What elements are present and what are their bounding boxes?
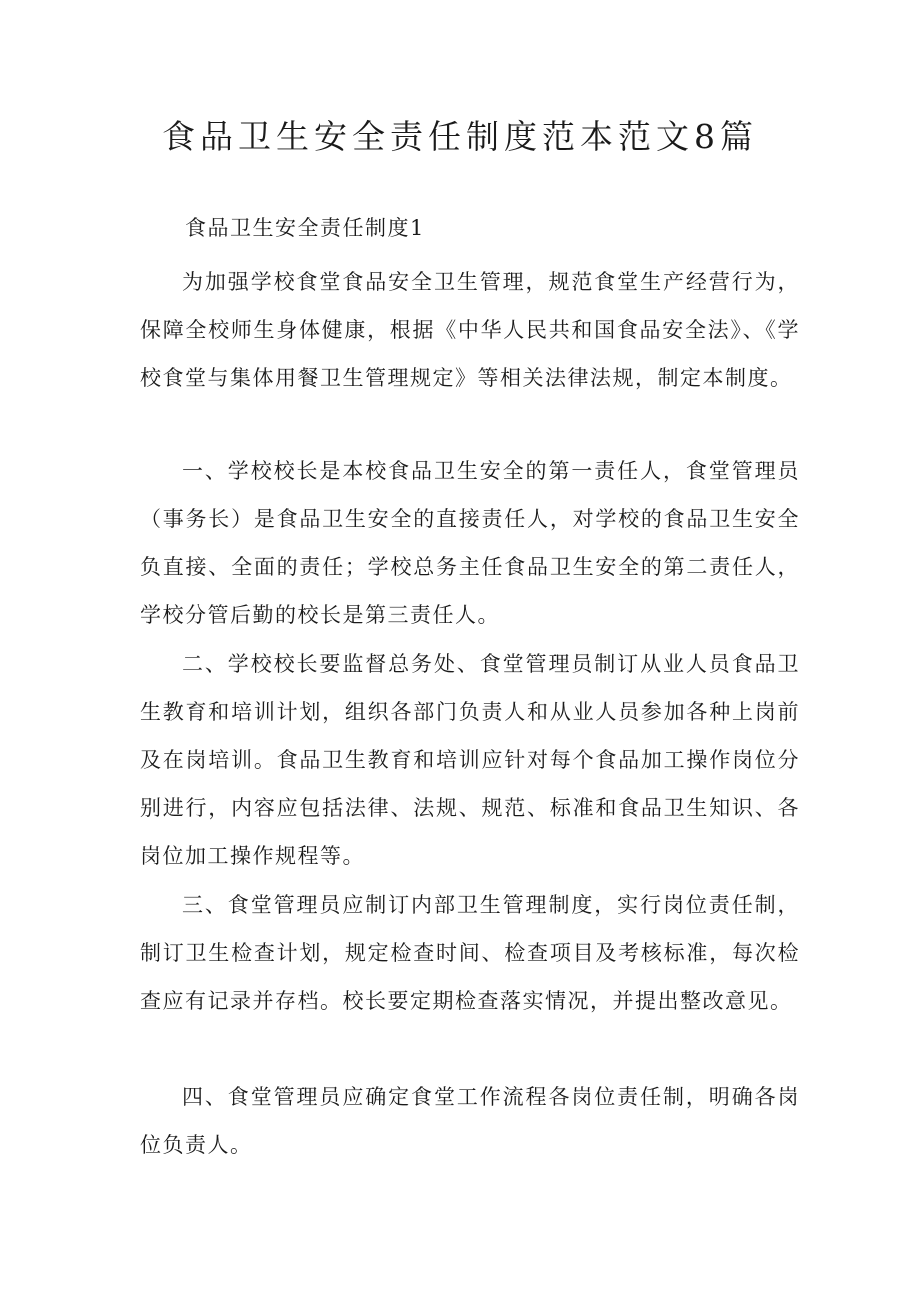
document-title: 食品卫生安全责任制度范本范文8篇 — [162, 117, 758, 156]
paragraph-item-3: 三、食堂管理员应制订内部卫生管理制度，实行岗位责任制，制订卫生检查计划，规定检查时间、检查项目及考核标准，每次检查应有记录并存档。校长要定期检查落实情况，并提出整改意见。 — [140, 893, 800, 1013]
paragraph-item-1: 一、学校校长是本校食品卫生安全的第一责任人，食堂管理员（事务长）是食品卫生安全的直接责任人，对学校的食品卫生安全负直接、全面的责任；学校总务主任食品卫生安全的第二责任人，学校分管后勤的校长是第三责任人。 — [140, 459, 800, 627]
paragraph-item-2: 二、学校校长要监督总务处、食堂管理员制订从业人员食品卫生教育和培训计划，组织各部门负责人和从业人员参加各种上岗前及在岗培训。食品卫生教育和培训应针对每个食品加工操作岗位分别进行，内容应包括法律、法规、规范、标准和食品卫生知识、各岗位加工操作规程等。 — [140, 652, 800, 868]
section-heading: 食品卫生安全责任制度1 — [185, 216, 425, 240]
paragraph-intro: 为加强学校食堂食品安全卫生管理，规范食堂生产经营行为，保障全校师生身体健康，根据《中华人民共和国食品安全法》、《学校食堂与集体用餐卫生管理规定》等相关法律法规，制定本制度。 — [140, 270, 800, 390]
paragraph-item-4: 四、食堂管理员应确定食堂工作流程各岗位责任制，明确各岗位负责人。 — [140, 1085, 800, 1157]
